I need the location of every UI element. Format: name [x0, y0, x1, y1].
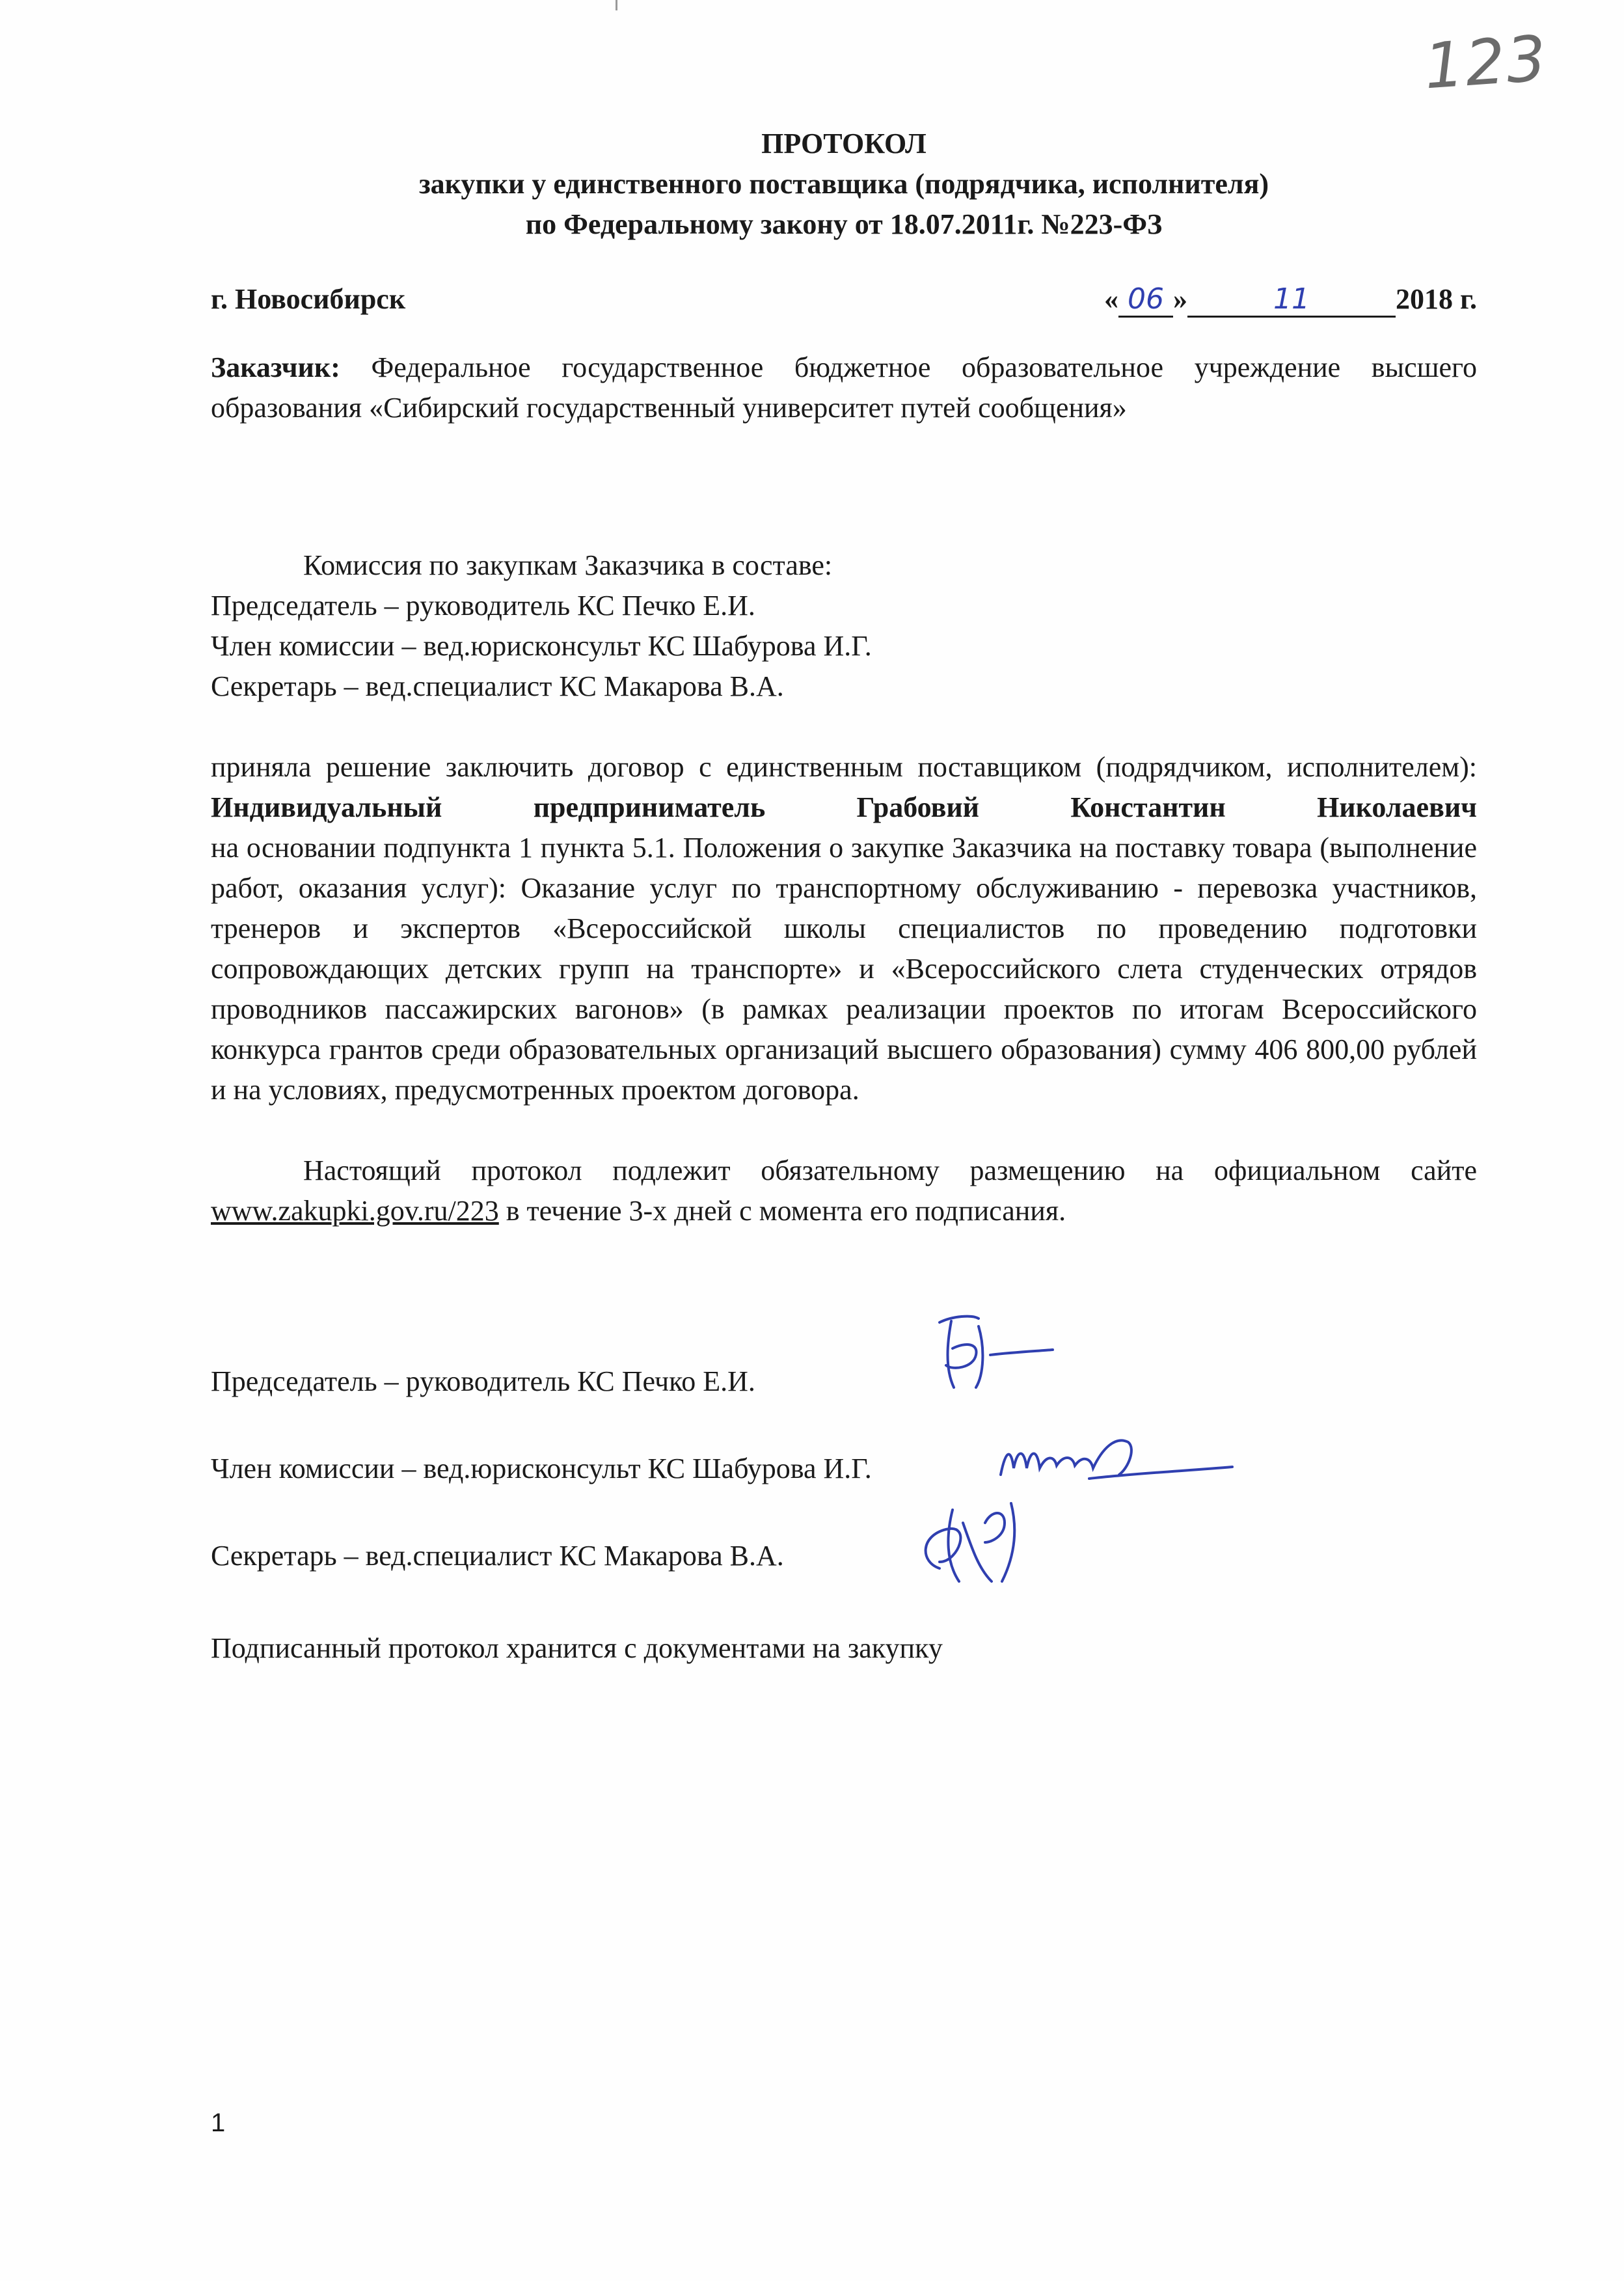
customer-paragraph: [211, 348, 1477, 428]
scan-edge-mark: [616, 0, 617, 10]
zakupki-link[interactable]: www.zakupki.gov.ru/223: [211, 1195, 499, 1227]
customer-text: Федеральное государственное бюджетное образовательное учреждение высшего образования «Сибирский государственный университет путей сообщения»: [211, 351, 1477, 424]
signature-row-secretary: [211, 1536, 1477, 1576]
date-month: 11: [1187, 283, 1396, 318]
title-line-3: по Федеральному закону от 18.07.2011г. №223-ФЗ: [525, 208, 1163, 240]
publication-text-after: в течение 3-х дней с момента его подписания.: [498, 1195, 1066, 1227]
decision-lead: приняла решение заключить договор с единственным поставщиком (подрядчиком, исполнителем):: [211, 751, 1477, 783]
signature-row-legal: [211, 1449, 1477, 1489]
decision-block: [211, 747, 1477, 1110]
title-line-2: закупки у единственного поставщика (подрядчика, исполнителя): [418, 168, 1269, 200]
signature-row-chair: [211, 1361, 1477, 1402]
commission-intro: Комиссия по закупкам Заказчика в составе:: [303, 549, 833, 581]
signer-legal: Член комиссии – вед.юрисконсульт КС Шабурова И.Г.: [211, 1453, 872, 1484]
document-title: [211, 124, 1477, 245]
commission-member-secretary: Секретарь – вед.специалист КС Макарова В.А.: [211, 670, 784, 702]
commission-block: [211, 545, 1477, 707]
quote-open: «: [1103, 283, 1118, 315]
signer-secretary: Секретарь – вед.специалист КС Макарова В.А.: [211, 1540, 784, 1572]
decision-lead-paragraph: [211, 747, 1477, 828]
signer-chair: Председатель – руководитель КС Печко Е.И.: [211, 1365, 755, 1397]
handwritten-page-number: 123: [1422, 21, 1550, 103]
page-number: 1: [211, 2109, 226, 2137]
commission-member-chair: Председатель – руководитель КС Печко Е.И.: [211, 590, 755, 621]
document-body: [211, 124, 1477, 1669]
stored-note: Подписанный протокол хранится с документами на закупку: [211, 1632, 943, 1664]
place-date-row: [211, 282, 1477, 323]
decision-basis: на основании подпункта 1 пункта 5.1. Положения о закупке Заказчика на поставку товара (выполнение работ, оказания услуг): Оказание услуг по транспортному обслуживанию - перевозка участников, тренеров и экспертов «Всероссийской школы специалистов по проведению подготовки сопровождающих детских групп на транспорте» и «Всероссийского слета студенческих отрядов проводников пассажирских вагонов» (в рамках реализации проектов по итогам Всероссийского конкурса грантов среди образовательных организаций высшего образования) сумму 406 800,00 рублей и на условиях, предусмотренных проектом договора.: [211, 832, 1477, 1106]
customer-label: Заказчик:: [211, 351, 340, 383]
city: г. Новосибирск: [211, 283, 406, 315]
signature-secretary-icon: [900, 1484, 1070, 1594]
signatures-block: [211, 1361, 1477, 1576]
publication-text: Настоящий протокол подлежит обязательному размещению на официальном сайте: [303, 1154, 1477, 1186]
date-day: 06: [1118, 283, 1173, 318]
signature-chair-icon: [914, 1303, 1057, 1407]
commission-member-legal: Член комиссии – вед.юрисконсульт КС Шабурова И.Г.: [211, 630, 872, 662]
quote-close: »: [1172, 283, 1187, 315]
supplier-name: Индивидуальный предприниматель Грабовий Константин Николаевич: [211, 791, 1477, 823]
date-year: 2018 г.: [1395, 283, 1477, 315]
title-line-1: ПРОТОКОЛ: [761, 128, 927, 159]
document-date: [1104, 282, 1477, 318]
publication-paragraph: [211, 1151, 1477, 1231]
